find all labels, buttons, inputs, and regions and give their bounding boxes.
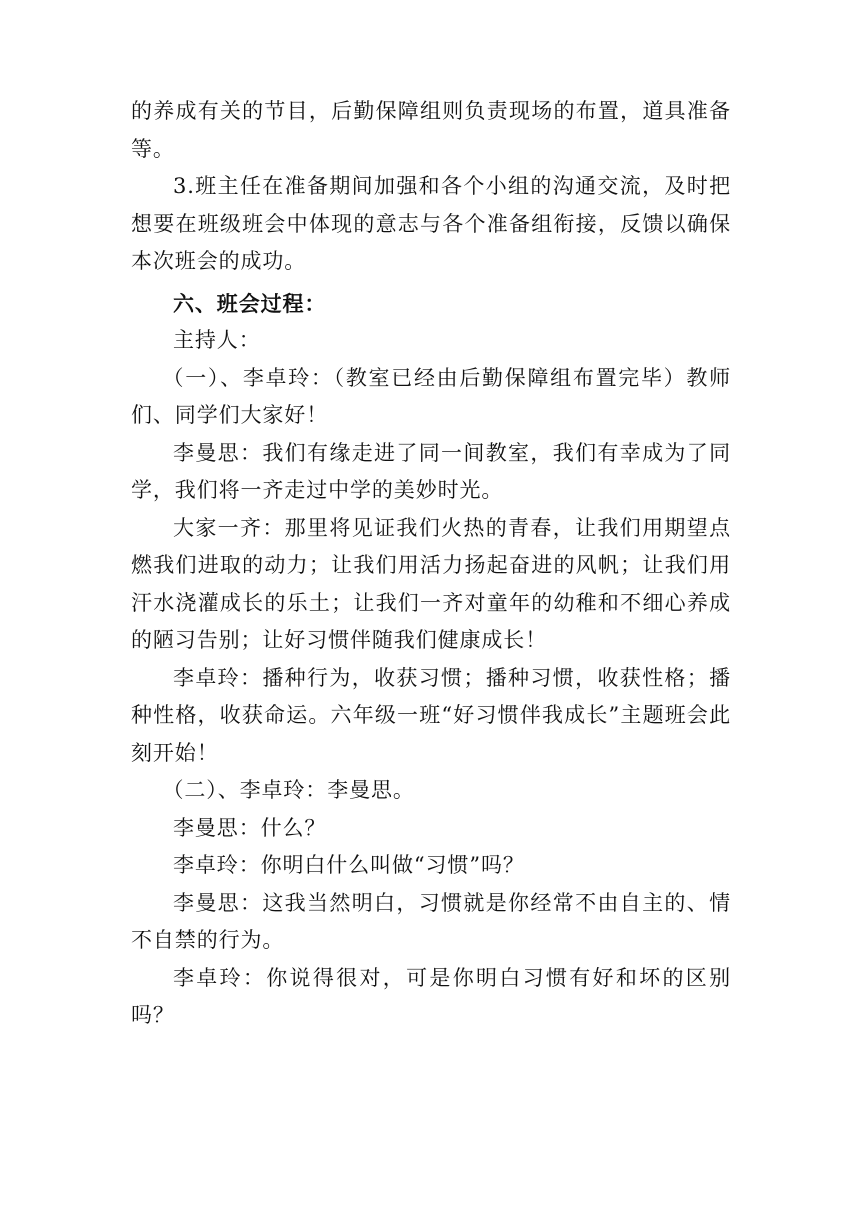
paragraph-li-mansi-what: 李曼思：什么？ — [173, 815, 327, 840]
paragraph-li-zhuoling-followup: 李卓玲：你说得很对，可是你明白习惯有好和坏的区别吗？ — [131, 965, 731, 1027]
paragraph-li-mansi-intro: 李曼思：我们有缘走进了同一间教室，我们有幸成为了同学，我们将一齐走过中学的美妙时光。 — [131, 440, 731, 502]
paragraph-continuation: 的养成有关的节目，后勤保障组则负责现场的布置，道具准备等。 — [131, 99, 731, 161]
paragraph-host-label: 主持人： — [173, 328, 261, 352]
paragraph-part-one-opening: （一）、李卓玲：（教室已经由后勤保障组布置完毕）教师们、同学们大家好！ — [131, 365, 731, 427]
paragraph-item-3: 3.班主任在准备期间加强和各个小组的沟通交流，及时把想要在班级班会中体现的意志与各个准备组衔接，反馈以确保本次班会的成功。 — [131, 174, 731, 273]
paragraph-everyone-together: 大家一齐：那里将见证我们火热的青春，让我们用期望点燃我们进取的动力；让我们用活力扬起奋进的风帆；让我们用汗水浇灌成长的乐土；让我们一齐对童年的幼稚和不细心养成的陋习告别；让好习惯伴随我们健康成长！ — [131, 515, 731, 652]
paragraph-li-zhuoling-question: 李卓玲：你明白什么叫做“习惯”吗？ — [173, 853, 525, 877]
document-page — [131, 93, 731, 1035]
paragraph-li-zhuoling-start: 李卓玲：播种行为，收获习惯；播种习惯，收获性格；播种性格，收获命运。六年级一班“好习惯伴我成长”主题班会此刻开始！ — [131, 665, 731, 765]
paragraph-li-mansi-answer: 李曼思：这我当然明白，习惯就是你经常不由自主的、情不自禁的行为。 — [131, 890, 731, 952]
section-heading-process: 六、班会过程： — [173, 290, 327, 316]
paragraph-part-two-opening: （二）、李卓玲：李曼思。 — [162, 778, 415, 802]
